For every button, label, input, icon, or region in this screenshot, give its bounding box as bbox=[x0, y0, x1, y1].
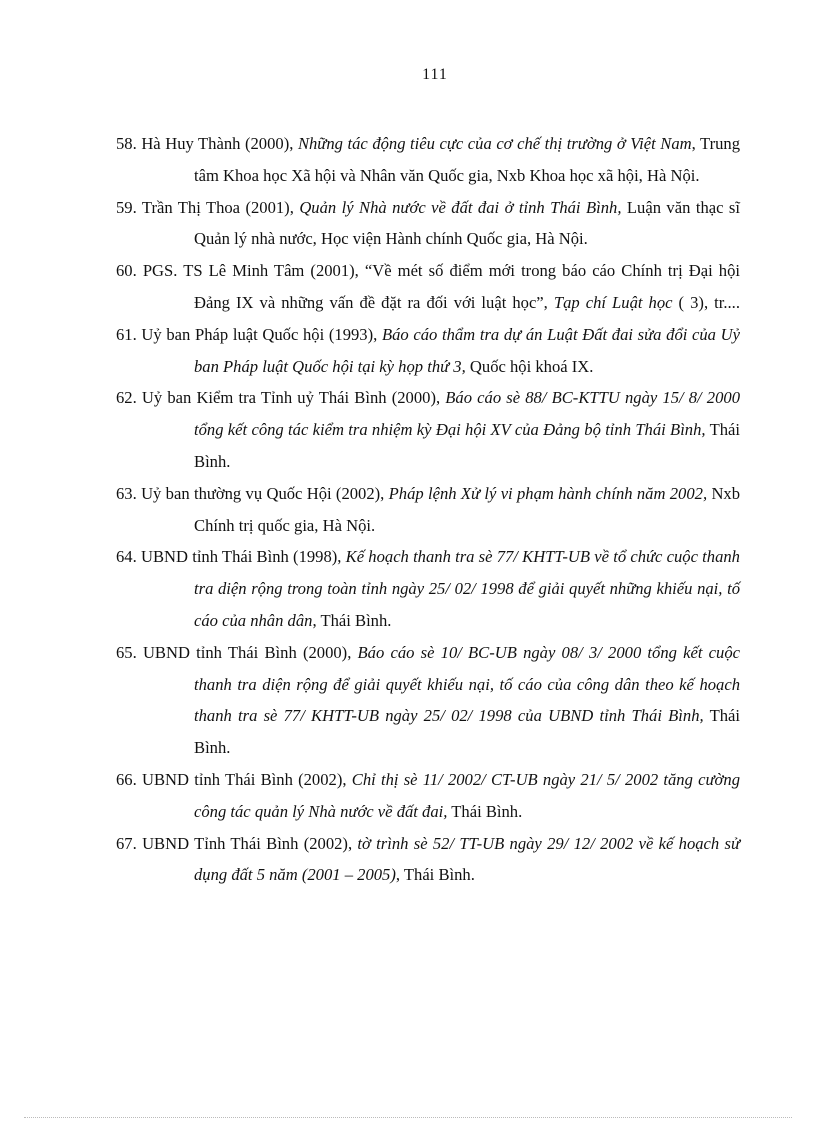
reference-title: Báo cáo sè 10/ BC-UB ngày 08/ 3/ 2000 tổng kết cuộc thanh tra diện rộng để giải quyết khiếu nại, tố cáo của công dân theo kế hoạch thanh tra sè 77/ KHTT-UB ngày 25/ 02/ 1998 của UBND tỉnh Thái Bình, bbox=[194, 642, 740, 726]
reference-title: Quản lý Nhà nước về đất đai ở tỉnh Thái Bình, bbox=[299, 197, 622, 217]
reference-publisher: , Thái Bình. bbox=[395, 865, 475, 885]
reference-issue: 3), bbox=[690, 292, 709, 312]
reference-author: UBND tỉnh Thái Bình (1998), bbox=[140, 547, 342, 567]
reference-author: Trần Thị Thoa (2001), bbox=[141, 197, 294, 217]
reference-author: UBND Tỉnh Thái Bình (2002), bbox=[142, 833, 353, 853]
reference-publisher: Thái Bình. bbox=[194, 420, 740, 471]
reference-pages: tr.... bbox=[714, 292, 740, 312]
reference-number: 66. bbox=[116, 769, 137, 789]
reference-title: Báo cáo thẩm tra dự án Luật Đất đai sửa đổi của Uỷ ban Pháp luật Quốc hội tại kỳ họp thứ 3, bbox=[194, 324, 740, 376]
reference-publisher: Thái Bình. bbox=[194, 706, 740, 758]
reference-title: Chỉ thị sè 11/ 2002/ CT-UB ngày 21/ 5/ 2002 tăng cường công tác quản lý Nhà nước về đất đai, bbox=[194, 769, 740, 821]
reference-66 bbox=[116, 764, 740, 828]
reference-number: 67. bbox=[116, 833, 137, 853]
reference-62 bbox=[116, 382, 740, 477]
reference-author: UBND tỉnh Thái Bình (2000), bbox=[142, 642, 352, 662]
reference-author: Uỷ ban Kiểm tra Tỉnh uỷ Thái Bình (2000), bbox=[141, 388, 441, 408]
reference-author: PGS. TS Lê Minh Tâm (2001), “Về mét số điểm mới trong báo cáo Chính trị Đại hội Đảng IX và những vấn đề đặt ra đối với luật học”, bbox=[142, 261, 740, 312]
reference-title: Pháp lệnh Xử lý vi phạm hành chính năm 2002, bbox=[388, 483, 708, 503]
reference-number: 62. bbox=[116, 388, 137, 408]
reference-number: 65. bbox=[116, 642, 137, 662]
reference-author: Uỷ ban Pháp luật Quốc hội (1993), bbox=[141, 324, 378, 344]
reference-59 bbox=[116, 192, 740, 256]
reference-publisher: Thái Bình. bbox=[451, 801, 523, 821]
reference-author: Hà Huy Thành (2000), bbox=[141, 134, 294, 153]
reference-number: 58. bbox=[116, 134, 137, 153]
page-bottom-divider bbox=[24, 1117, 792, 1118]
reference-64 bbox=[116, 541, 740, 636]
reference-number: 60. bbox=[116, 261, 137, 281]
reference-number: 63. bbox=[116, 483, 137, 503]
reference-publisher: , Thái Bình. bbox=[312, 610, 392, 630]
reference-63 bbox=[116, 478, 740, 542]
reference-issue-open: ( bbox=[678, 292, 685, 312]
reference-61 bbox=[116, 319, 740, 383]
page-number: 111 bbox=[422, 66, 448, 83]
reference-60 bbox=[116, 255, 740, 319]
reference-number: 59. bbox=[116, 197, 137, 217]
reference-title: Những tác động tiêu cực của cơ chế thị trường ở Việt Nam bbox=[297, 134, 692, 153]
reference-title: Báo cáo sè 88/ BC-KTTU ngày 15/ 8/ 2000 tổng kết công tác kiểm tra nhiệm kỳ Đại hội XV của Đảng bộ tỉnh Thái Bình, bbox=[194, 388, 740, 440]
reference-list bbox=[116, 128, 740, 891]
reference-number: 64. bbox=[116, 547, 137, 567]
reference-title: tờ trình sè 52/ TT-UB ngày 29/ 12/ 2002 về kế hoạch sử dụng đất 5 năm (2001 – 2005) bbox=[194, 833, 741, 885]
reference-publisher: , Trung tâm Khoa học Xã hội và Nhân văn Quốc gia, Nxb Khoa học xã hội, Hà Nội. bbox=[194, 134, 741, 185]
reference-title: Kế hoạch thanh tra sè 77/ KHTT-UB về tổ chức cuộc thanh tra diện rộng trong toàn tỉnh ngày 25/ 02/ 1998 để giải quyết những khiếu nại, tố cáo của nhân dân bbox=[194, 547, 740, 630]
reference-number: 61. bbox=[116, 324, 137, 344]
reference-publisher: Quốc hội khoá IX. bbox=[469, 356, 594, 376]
reference-58 bbox=[116, 128, 740, 192]
reference-title: Tạp chí Luật học bbox=[553, 292, 673, 312]
reference-65 bbox=[116, 637, 740, 764]
reference-author: Uỷ ban thường vụ Quốc Hội (2002), bbox=[141, 483, 385, 503]
reference-publisher: Luận văn thạc sĩ Quản lý nhà nước, Học viện Hành chính Quốc gia, Hà Nội. bbox=[194, 197, 740, 249]
reference-publisher: Nxb Chính trị quốc gia, Hà Nội. bbox=[194, 483, 741, 535]
reference-67 bbox=[116, 828, 740, 892]
reference-author: UBND tỉnh Thái Bình (2002), bbox=[141, 769, 347, 789]
